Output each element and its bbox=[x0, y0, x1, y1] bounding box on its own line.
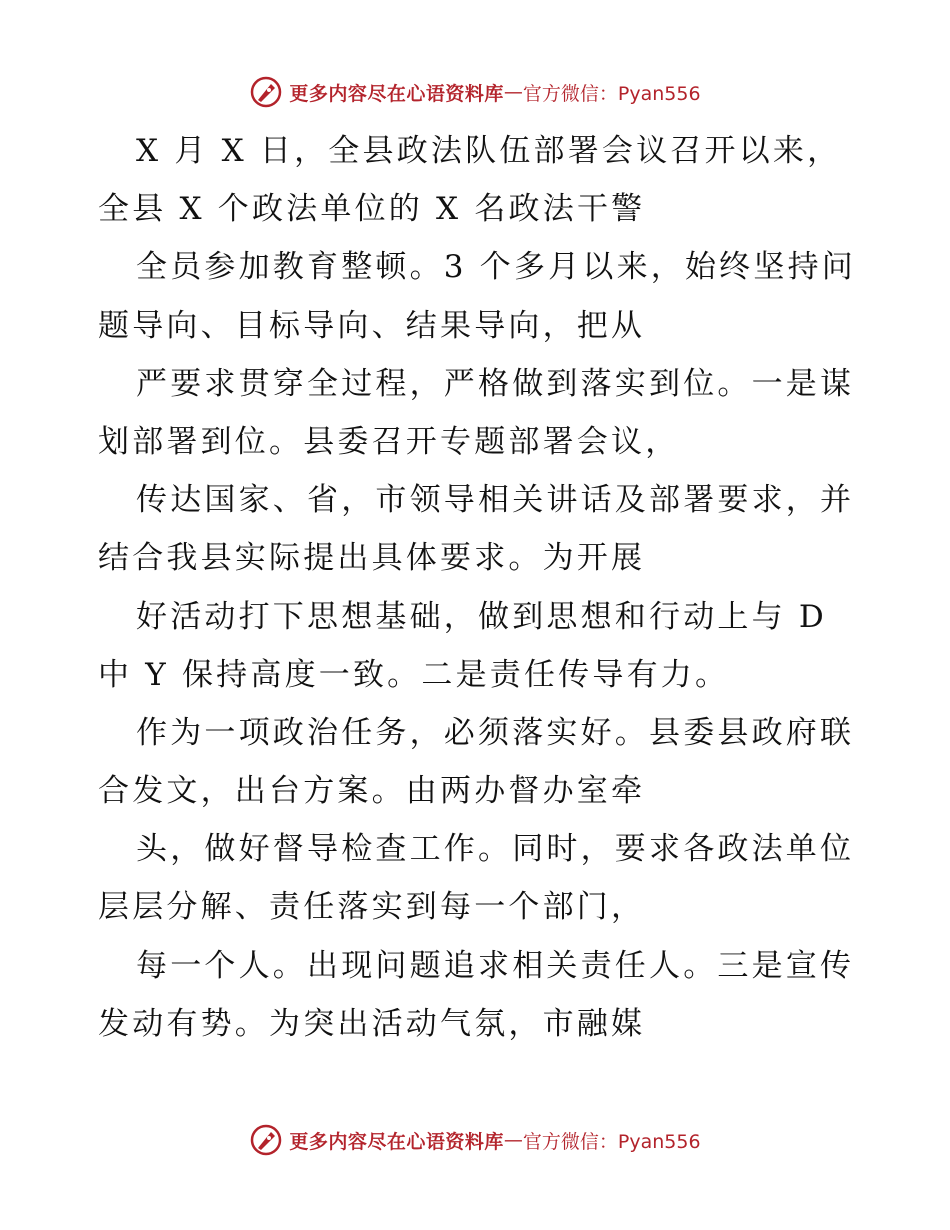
body-line: 每一个人。出现问题追求相关责任人。三是宣传 bbox=[136, 947, 855, 984]
body-line: 层层分解、责任落实到每一个部门， bbox=[98, 889, 646, 926]
body-line: 全县 X 个政法单位的 X 名政法干警 bbox=[98, 191, 646, 228]
header-watermark bbox=[0, 72, 950, 112]
document-body bbox=[98, 122, 858, 1053]
pen-nib-logo-icon bbox=[249, 1123, 283, 1157]
body-line: 发动有势。为突出活动气氛，市融媒 bbox=[98, 1005, 646, 1042]
watermark-dash: — bbox=[503, 81, 523, 103]
watermark-text: 更多内容尽在心语资料库 bbox=[289, 1130, 504, 1153]
watermark-wechat: 官方微信：Pyan556 bbox=[522, 1130, 701, 1153]
body-line: 合发文，出台方案。由两办督办室牵 bbox=[98, 773, 646, 810]
body-line: 全员参加教育整顿。3 个多月以来，始终坚持问 bbox=[136, 249, 856, 286]
watermark-wechat: 官方微信：Pyan556 bbox=[522, 82, 701, 105]
body-line: 题导向、目标导向、结果导向，把从 bbox=[98, 307, 646, 344]
pen-nib-logo-icon bbox=[249, 75, 283, 109]
body-line: 头，做好督导检查工作。同时，要求各政法单位 bbox=[136, 831, 855, 868]
watermark-dash: — bbox=[503, 1129, 523, 1151]
body-line: 严要求贯穿全过程，严格做到落实到位。一是谋 bbox=[136, 365, 855, 402]
body-line: 作为一项政治任务，必须落实好。县委县政府联 bbox=[136, 714, 855, 751]
body-line: 好活动打下思想基础，做到思想和行动上与 D bbox=[136, 598, 827, 635]
body-line: 传达国家、省，市领导相关讲话及部署要求，并 bbox=[136, 482, 855, 519]
footer-watermark bbox=[0, 1120, 950, 1160]
body-line: 中 Y 保持高度一致。二是责任传导有力。 bbox=[98, 656, 730, 693]
watermark-text: 更多内容尽在心语资料库 bbox=[289, 82, 504, 105]
body-line: 划部署到位。县委召开专题部署会议， bbox=[98, 423, 680, 460]
body-line: 结合我县实际提出具体要求。为开展 bbox=[98, 540, 646, 577]
body-line: X 月 X 日，全县政法队伍部署会议召开以来， bbox=[136, 133, 842, 169]
